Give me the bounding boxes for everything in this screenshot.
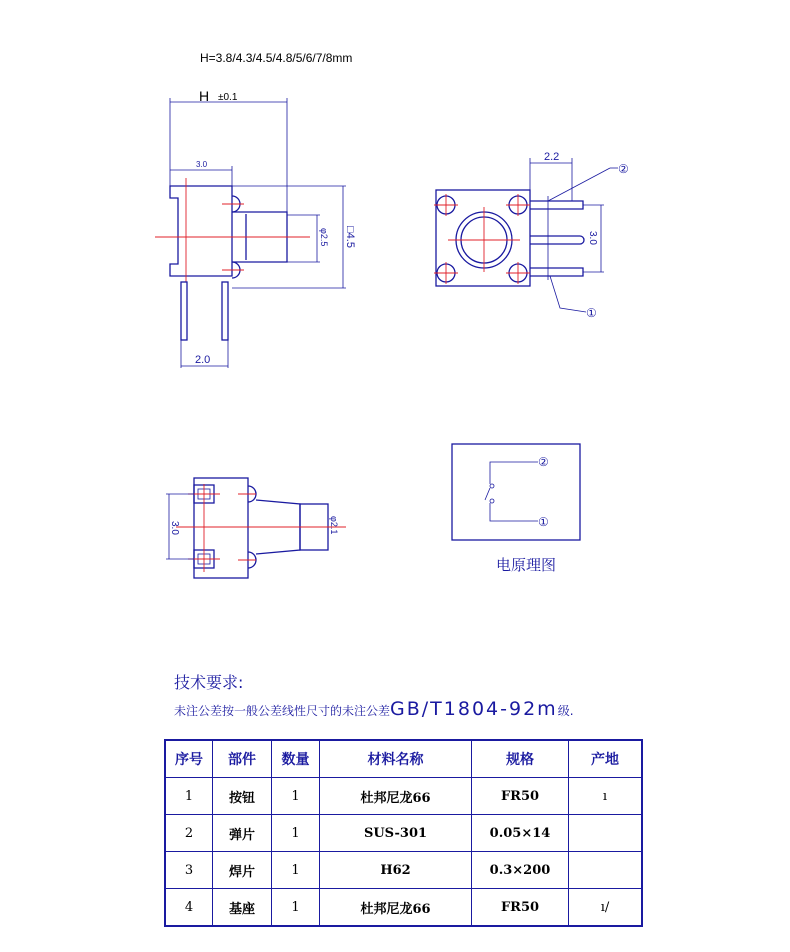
cell-index: 2: [165, 815, 213, 852]
header-cell: 数量: [272, 740, 320, 778]
dim-h-tol: ±0.1: [218, 92, 238, 103]
pin-2-label: ②: [618, 162, 629, 176]
cell-part: 焊片: [213, 852, 272, 889]
header-cell: 序号: [165, 740, 213, 778]
heights-note: H=3.8/4.3/4.5/4.8/5/6/7/8mm: [200, 51, 353, 65]
cell-index: 1: [165, 778, 213, 815]
dim-front-2-2: 2.2: [544, 151, 560, 163]
table-row: [165, 778, 642, 815]
header-cell: 规格: [472, 740, 569, 778]
tech-line-prefix: 未注公差按一般公差线性尺寸的未注公差: [174, 704, 391, 718]
cell-part: 按钮: [213, 778, 272, 815]
cell-qty: 1: [272, 852, 320, 889]
dim-h-label: H: [199, 88, 210, 104]
cell-spec: FR50: [472, 889, 569, 927]
cell-material: 杜邦尼龙66: [320, 889, 472, 927]
tech-title: 技术要求:: [174, 673, 244, 692]
header-cell: 部件: [213, 740, 272, 778]
cell-qty: 1: [272, 815, 320, 852]
schematic-caption: 电原理图: [496, 556, 557, 574]
tech-line-suffix: 级.: [557, 704, 574, 718]
dim-phi-2-5: φ2.5: [319, 228, 329, 247]
cell-qty: 1: [272, 778, 320, 815]
cell-origin: [569, 815, 643, 852]
schematic: [452, 444, 580, 574]
table-header-row: [165, 740, 642, 778]
pin-1-label: ①: [586, 306, 597, 320]
schematic-pin-1: ①: [538, 515, 549, 529]
table-row: [165, 889, 642, 927]
dim-bottom-3-0: 3.0: [169, 521, 180, 535]
cell-spec: FR50: [472, 778, 569, 815]
cell-origin: [569, 852, 643, 889]
cell-material: H62: [320, 852, 472, 889]
bottom-view: [166, 478, 346, 578]
front-view: [434, 151, 629, 320]
cell-origin: ı/: [569, 889, 643, 927]
header-cell: 材料名称: [320, 740, 472, 778]
tech-line: [174, 698, 574, 720]
dim-side-3-0: 3.0: [196, 160, 208, 169]
table-row: [165, 852, 642, 889]
table-row: [165, 815, 642, 852]
side-view: [155, 88, 356, 368]
cell-part: 基座: [213, 889, 272, 927]
dim-box-4-5: □4.5: [344, 226, 356, 248]
cell-spec: 0.05×14: [472, 815, 569, 852]
cell-origin: ı: [569, 778, 643, 815]
dim-front-3-0: 3.0: [587, 231, 598, 245]
dim-phi-2-1: φ2.1: [329, 516, 339, 535]
cell-qty: 1: [272, 889, 320, 927]
cell-index: 4: [165, 889, 213, 927]
cell-spec: 0.3×200: [472, 852, 569, 889]
cell-part: 弹片: [213, 815, 272, 852]
cell-material: SUS-301: [320, 815, 472, 852]
tech-line-standard: GB/T1804-92m: [390, 698, 558, 720]
cell-index: 3: [165, 852, 213, 889]
cell-material: 杜邦尼龙66: [320, 778, 472, 815]
parts-table: [164, 739, 643, 927]
dim-side-2-0: 2.0: [195, 354, 211, 366]
header-cell: 产地: [569, 740, 643, 778]
schematic-pin-2: ②: [538, 455, 549, 469]
